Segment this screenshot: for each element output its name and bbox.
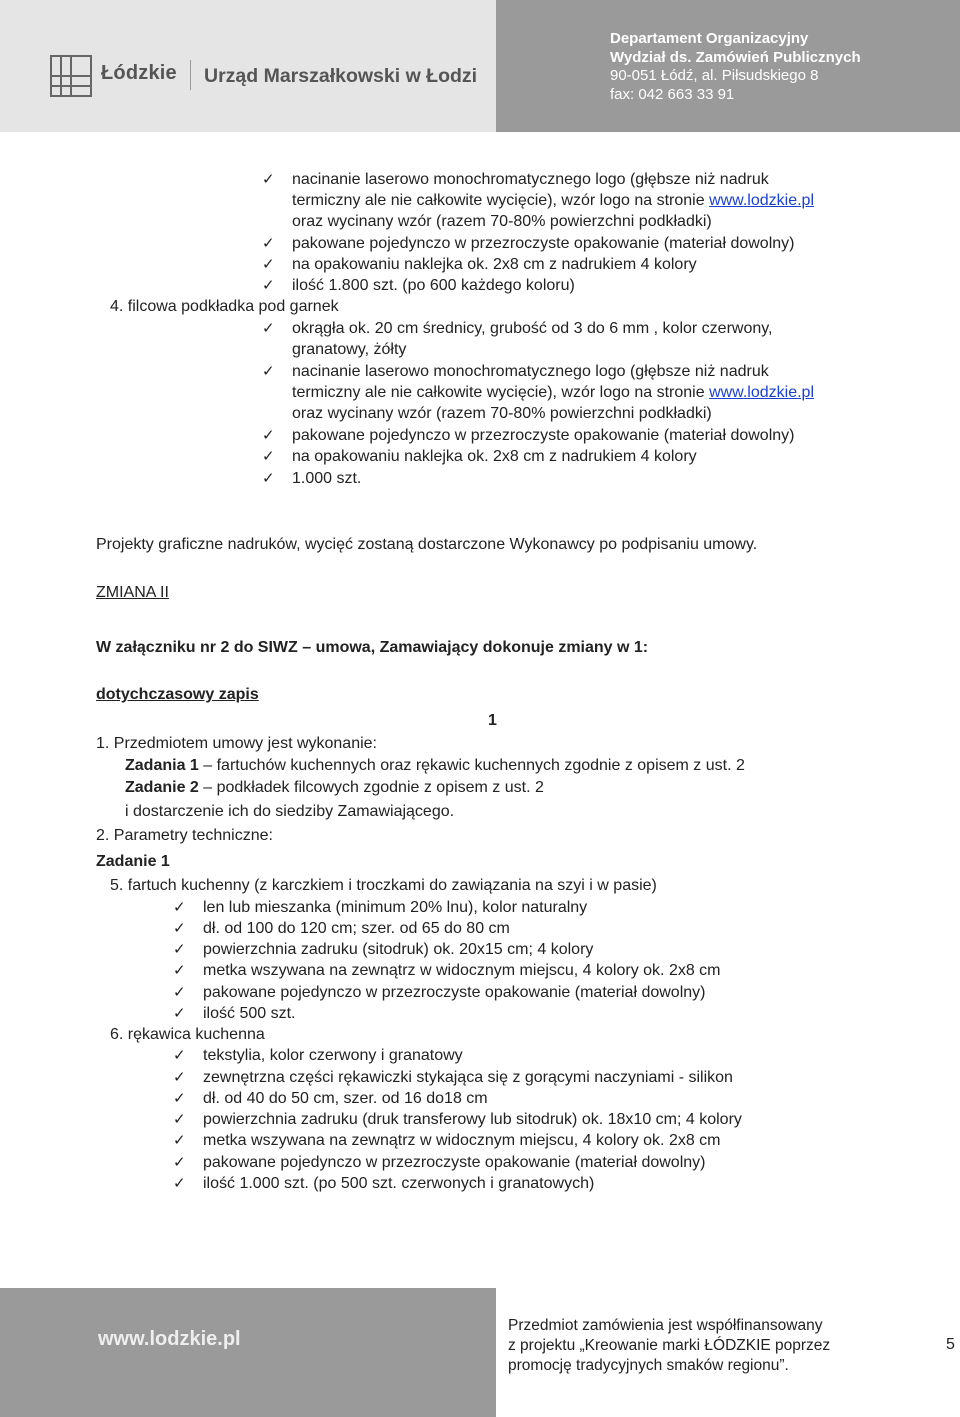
item-6-heading: 6. rękawica kuchenna xyxy=(110,1026,265,1043)
check-icon: ✓ xyxy=(262,362,275,380)
header-logo-area xyxy=(0,0,496,132)
list-item: oraz wycinany wzór (razem 70-80% powierzchni podkładki) xyxy=(292,405,712,422)
check-icon: ✓ xyxy=(262,426,275,444)
department-info xyxy=(496,0,960,132)
logo-divider xyxy=(190,60,191,90)
check-icon: ✓ xyxy=(173,1089,186,1107)
dept-address: 90-051 Łódź, al. Piłsudskiego 8 xyxy=(610,67,819,84)
list-item: powierzchnia zadruku (druk transferowy lub sitodruk) ok. 18x10 cm; 4 kolory xyxy=(203,1111,742,1128)
check-icon: ✓ xyxy=(173,1046,186,1064)
footer-gray-block xyxy=(0,1288,496,1417)
projekty-paragraph: Projekty graficzne nadruków, wycięć zostaną dostarczone Wykonawcy po podpisaniu umowy. xyxy=(96,536,758,553)
check-icon: ✓ xyxy=(262,255,275,273)
check-icon: ✓ xyxy=(173,940,186,958)
list-item: termiczny ale nie całkowite wycięcie), wzór logo na stronie www.lodzkie.pl xyxy=(292,192,814,209)
check-icon: ✓ xyxy=(173,1153,186,1171)
list-item: powierzchnia zadruku (sitodruk) ok. 20x15 cm; 4 kolory xyxy=(203,941,594,958)
list-item: na opakowaniu naklejka ok. 2x8 cm z nadrukiem 4 kolory xyxy=(292,256,697,273)
lodzkie-link[interactable]: www.lodzkie.pl xyxy=(709,384,814,401)
logo-text: Łódzkie xyxy=(101,62,177,84)
check-icon: ✓ xyxy=(173,961,186,979)
list-item: zewnętrzna części rękawiczki stykająca się z gorącymi naczyniami - silikon xyxy=(203,1069,733,1086)
check-icon: ✓ xyxy=(173,1110,186,1128)
list-item: nacinanie laserowo monochromatycznego logo (głębsze niż nadruk xyxy=(292,363,769,380)
dept-line1: Departament Organizacyjny xyxy=(610,30,809,47)
list-item: pakowane pojedynczo w przezroczyste opakowanie (materiał dowolny) xyxy=(292,235,795,252)
list-item: ilość 1.000 szt. (po 500 szt. czerwonych i granatowych) xyxy=(203,1175,595,1192)
check-icon: ✓ xyxy=(173,983,186,1001)
list-item: nacinanie laserowo monochromatycznego logo (głębsze niż nadruk xyxy=(292,171,769,188)
footer-line2: z projektu „Kreowanie marki ŁÓDZKIE poprzez xyxy=(508,1337,831,1354)
check-icon: ✓ xyxy=(173,1174,186,1192)
point-1: 1. Przedmiotem umowy jest wykonanie: xyxy=(96,735,377,752)
check-icon: ✓ xyxy=(262,234,275,252)
page-header xyxy=(0,0,960,132)
check-icon: ✓ xyxy=(262,469,275,487)
check-icon: ✓ xyxy=(262,276,275,294)
list-item: okrągła ok. 20 cm średnicy, grubość od 3 do 6 mm , kolor czerwony, xyxy=(292,320,773,337)
check-icon: ✓ xyxy=(173,898,186,916)
point-2: 2. Parametry techniczne: xyxy=(96,827,273,844)
list-item: termiczny ale nie całkowite wycięcie), wzór logo na stronie www.lodzkie.pl xyxy=(292,384,814,401)
list-item: dł. od 40 do 50 cm, szer. od 16 do18 cm xyxy=(203,1090,488,1107)
zmiana-heading: ZMIANA II xyxy=(96,584,169,601)
footer-line3: promocję tradycyjnych smaków regionu”. xyxy=(508,1357,789,1374)
list-item: pakowane pojedynczo w przezroczyste opakowanie (materiał dowolny) xyxy=(203,984,706,1001)
check-icon: ✓ xyxy=(262,447,275,465)
check-icon: ✓ xyxy=(262,170,275,188)
check-icon: ✓ xyxy=(173,1068,186,1086)
dept-line2: Wydział ds. Zamówień Publicznych xyxy=(610,48,861,66)
dept-fax: fax: 042 663 33 91 xyxy=(610,85,735,103)
zadanie-2-line: Zadanie 2 – podkładek filcowych zgodnie z opisem z ust. 2 xyxy=(125,779,544,796)
check-icon: ✓ xyxy=(173,919,186,937)
page-number: 5 xyxy=(946,1336,955,1353)
list-item: metka wszywana na zewnątrz w widocznym miejscu, 4 kolory ok. 2x8 cm xyxy=(203,1132,721,1149)
dostarczenie-line: i dostarczenie ich do siedziby Zamawiającego. xyxy=(125,803,455,820)
item-5-heading: 5. fartuch kuchenny (z karczkiem i troczkami do zawiązania na szyi i w pasie) xyxy=(110,877,657,894)
check-icon: ✓ xyxy=(262,319,275,337)
list-item: pakowane pojedynczo w przezroczyste opakowanie (materiał dowolny) xyxy=(292,427,795,444)
footer-line1: Przedmiot zamówienia jest współfinansowany xyxy=(508,1317,823,1334)
list-item: ilość 500 szt. xyxy=(203,1005,296,1022)
zadania-1-line: Zadania 1 – fartuchów kuchennych oraz rękawic kuchennych zgodnie z opisem z ust. 2 xyxy=(125,757,745,774)
lodzkie-link[interactable]: www.lodzkie.pl xyxy=(709,192,814,209)
list-item: tekstylia, kolor czerwony i granatowy xyxy=(203,1047,463,1064)
list-item: len lub mieszanka (minimum 20% lnu), kolor naturalny xyxy=(203,899,588,916)
check-icon: ✓ xyxy=(173,1131,186,1149)
paragraph-number: 1 xyxy=(488,712,497,729)
list-item: 1.000 szt. xyxy=(292,470,362,487)
list-item: na opakowaniu naklejka ok. 2x8 cm z nadrukiem 4 kolory xyxy=(292,448,697,465)
list-item: dł. od 100 do 120 cm; szer. od 65 do 80 cm xyxy=(203,920,510,937)
office-name: Urząd Marszałkowski w Łodzi xyxy=(204,65,478,87)
zadanie-1-heading: Zadanie 1 xyxy=(96,853,170,870)
section-heading: 4. filcowa podkładka pod garnek xyxy=(110,298,339,315)
list-item: pakowane pojedynczo w przezroczyste opakowanie (materiał dowolny) xyxy=(203,1154,706,1171)
list-item: ilość 1.800 szt. (po 600 każdego koloru) xyxy=(292,277,575,294)
list-item: metka wszywana na zewnątrz w widocznym miejscu, 4 kolory ok. 2x8 cm xyxy=(203,962,721,979)
lodzkie-logo-icon xyxy=(50,55,92,97)
list-item: oraz wycinany wzór (razem 70-80% powierzchni podkładki) xyxy=(292,213,712,230)
list-item: granatowy, żółty xyxy=(292,341,407,358)
check-icon: ✓ xyxy=(173,1004,186,1022)
dotychczasowy-heading: dotychczasowy zapis xyxy=(96,686,259,703)
footer-website: www.lodzkie.pl xyxy=(98,1328,241,1350)
zalacznik-heading: W załączniku nr 2 do SIWZ – umowa, Zamawiający dokonuje zmiany w 1: xyxy=(96,639,649,656)
